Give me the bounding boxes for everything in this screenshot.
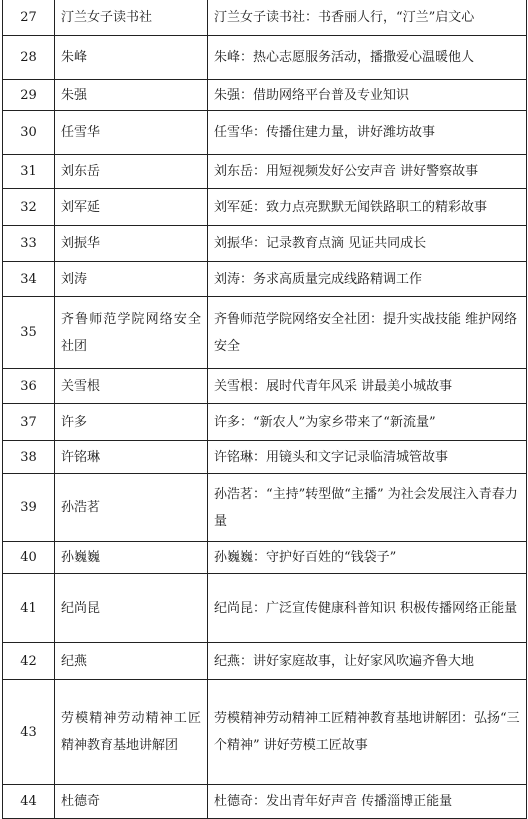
table-row [3,785,527,819]
row-description: 纪尚昆：广泛宣传健康科普知识 积极传播网络正能量 [208,574,527,643]
row-number: 36 [3,369,55,404]
table-row [3,297,527,369]
row-description: 许多：“新农人”为家乡带来了“新流量” [208,404,527,441]
table-row [3,226,527,262]
row-number: 33 [3,226,55,262]
row-description: 关雪根：展时代青年风采 讲最美小城故事 [208,369,527,404]
table-row [3,262,527,297]
row-description: 齐鲁师范学院网络安全社团：提升实战技能 维护网络安全 [208,297,527,369]
row-description: 刘涛：务求高质量完成线路精调工作 [208,262,527,297]
table-row [3,189,527,226]
row-name: 刘振华 [55,226,208,262]
table-row [3,574,527,643]
row-description: 刘振华：记录教育点滴 见证共同成长 [208,226,527,262]
row-name: 齐鲁师范学院网络安全社团 [55,297,208,369]
table-row [3,643,527,680]
table-row [3,680,527,785]
table-row [3,80,527,111]
row-name: 刘军延 [55,189,208,226]
table-row [3,111,527,155]
row-description: 朱强：借助网络平台普及专业知识 [208,80,527,111]
row-number: 40 [3,542,55,574]
row-number: 43 [3,680,55,785]
row-number: 31 [3,155,55,189]
row-description: 刘军延：致力点亮默默无闻铁路职工的精彩故事 [208,189,527,226]
row-name: 孙巍巍 [55,542,208,574]
row-name: 许多 [55,404,208,441]
row-description: 汀兰女子读书社：书香丽人行，“汀兰”启文心 [208,0,527,36]
row-number: 38 [3,441,55,474]
row-number: 28 [3,36,55,80]
row-description: 刘东岳：用短视频发好公安声音 讲好警察故事 [208,155,527,189]
row-number: 35 [3,297,55,369]
row-name: 朱峰 [55,36,208,80]
row-name: 关雪根 [55,369,208,404]
table-row [3,0,527,36]
row-description: 劳模精神劳动精神工匠精神教育基地讲解团：弘扬“三个精神” 讲好劳模工匠故事 [208,680,527,785]
row-number: 41 [3,574,55,643]
row-number: 27 [3,0,55,36]
row-description: 纪燕：讲好家庭故事，让好家风吹遍齐鲁大地 [208,643,527,680]
row-description: 孙浩茗：“主持”转型做“主播” 为社会发展注入青春力量 [208,474,527,542]
row-name: 刘涛 [55,262,208,297]
row-name: 杜德奇 [55,785,208,819]
row-number: 39 [3,474,55,542]
row-number: 37 [3,404,55,441]
row-number: 29 [3,80,55,111]
row-name: 纪尚昆 [55,574,208,643]
row-number: 32 [3,189,55,226]
row-number: 42 [3,643,55,680]
row-description: 任雪华：传播住建力量，讲好潍坊故事 [208,111,527,155]
row-description: 孙巍巍：守护好百姓的“钱袋子” [208,542,527,574]
honoree-table [2,0,527,819]
row-name: 汀兰女子读书社 [55,0,208,36]
row-name: 任雪华 [55,111,208,155]
table-row [3,474,527,542]
table-row [3,441,527,474]
table-row [3,155,527,189]
row-name: 纪燕 [55,643,208,680]
row-name: 朱强 [55,80,208,111]
row-description: 朱峰：热心志愿服务活动，播撒爱心温暖他人 [208,36,527,80]
table-row [3,369,527,404]
table-row [3,404,527,441]
row-description: 许铭琳：用镜头和文字记录临清城管故事 [208,441,527,474]
row-name: 刘东岳 [55,155,208,189]
table-row [3,36,527,80]
table-row [3,542,527,574]
row-name: 孙浩茗 [55,474,208,542]
row-name: 劳模精神劳动精神工匠精神教育基地讲解团 [55,680,208,785]
row-name: 许铭琳 [55,441,208,474]
table-body [3,0,527,819]
row-number: 30 [3,111,55,155]
row-number: 34 [3,262,55,297]
row-number: 44 [3,785,55,819]
row-description: 杜德奇：发出青年好声音 传播淄博正能量 [208,785,527,819]
